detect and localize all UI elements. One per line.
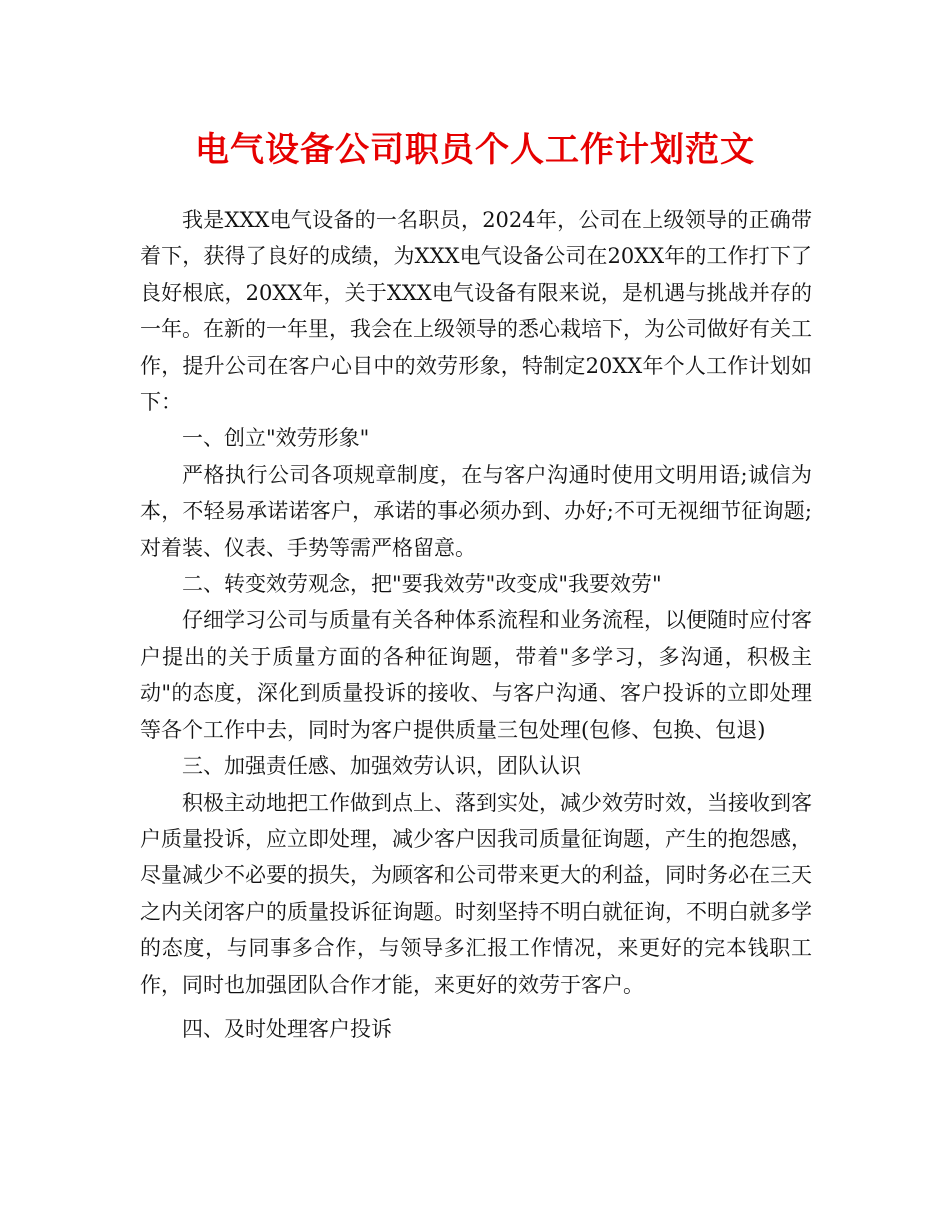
document-body [140, 202, 812, 1047]
section-paragraph-1: 严格执行公司各项规章制度，在与客户沟通时使用文明用语;诚信为本，不轻易承诺诺客户，承诺的事必须办到、办好;不可无视细节征询题;对着装、仪表、手势等需严格留意。 [140, 462, 812, 560]
document-title: 电气设备公司职员个人工作计划范文 [195, 130, 755, 170]
intro-paragraph: 我是XXX电气设备的一名职员，2024年，公司在上级领导的正确带着下，获得了良好的成绩，为XXX电气设备公司在20XX年的工作打下了良好根底，20XX年，关于XXX电气设备有限来说，是机遇与挑战并存的一年。在新的一年里，我会在上级领导的悉心栽培下，为公司做好有关工作，提升公司在客户心目中的效劳形象，特制定20XX年个人工作计划如下： [140, 208, 812, 415]
section-heading-2: 二、转变效劳观念，把"要我效劳"改变成"我要效劳" [182, 572, 662, 597]
section-heading-4: 四、及时处理客户投诉 [182, 1016, 392, 1041]
section-paragraph-2: 仔细学习公司与质量有关各种体系流程和业务流程，以便随时应付客户提出的关于质量方面的各种征询题，带着"多学习，多沟通，积极主动"的态度，深化到质量投诉的接收、与客户沟通、客户投诉的立即处理等各个工作中去，同时为客户提供质量三包处理(包修、包换、包退) [140, 608, 812, 742]
section-paragraph-3: 积极主动地把工作做到点上、落到实处，减少效劳时效，当接收到客户质量投诉，应立即处理，减少客户因我司质量征询题，产生的抱怨感，尽量减少不必要的损失，为顾客和公司带来更大的利益，同时务必在三天之内关闭客户的质量投诉征询题。时刻坚持不明白就征询，不明白就多学的态度，与同事多合作，与领导多汇报工作情况，来更好的完本钱职工作，同时也加强团队合作才能，来更好的效劳于客户。 [140, 790, 812, 997]
section-heading-3: 三、加强责任感、加强效劳认识，团队认识 [182, 754, 581, 779]
section-heading-1: 一、创立"效劳形象" [182, 426, 370, 451]
